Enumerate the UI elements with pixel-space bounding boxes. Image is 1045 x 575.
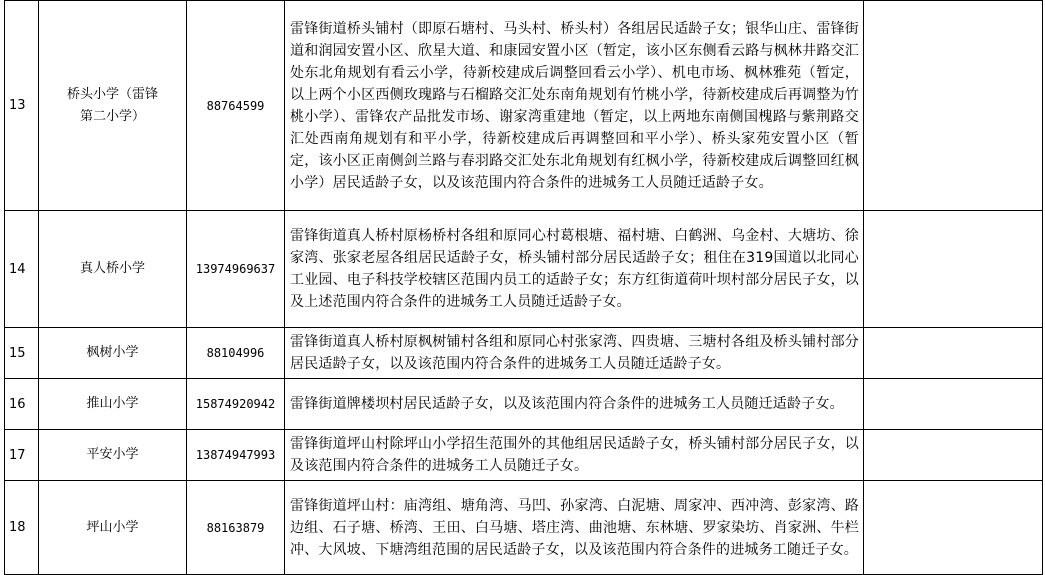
- remarks-cell: [864, 1, 1043, 211]
- enrollment-zone-table: [4, 0, 1043, 575]
- row-number: 15: [5, 328, 39, 379]
- remarks-cell: [864, 379, 1043, 430]
- school-name: 推山小学: [39, 379, 187, 430]
- row-number: 18: [5, 481, 39, 575]
- school-name: 坪山小学: [39, 481, 187, 575]
- school-name: [39, 1, 187, 211]
- enrollment-area: 雷锋街道真人桥村原杨桥村各组和原同心村葛根塘、福村塘、白鹤洲、乌金村、大塘坊、徐家湾、张家老屋各组居民适龄子女，桥头铺村部分居民适龄子女；租住在319国道以北同心工业园、电子科技学校辖区范围内员工的适龄子女；东方红街道荷叶坝村部分居民子女，以及上述范围内符合条件的进城务工人员随迁适龄子女。: [285, 211, 864, 328]
- row-number: 13: [5, 1, 39, 211]
- row-number: 17: [5, 430, 39, 481]
- table-row: [5, 1, 1043, 211]
- contact-phone: 88764599: [187, 1, 285, 211]
- contact-phone: 13974969637: [187, 211, 285, 328]
- remarks-cell: [864, 211, 1043, 328]
- enrollment-area: 雷锋街道牌楼坝村居民适龄子女，以及该范围内符合条件的进城务工人员随迁适龄子女。: [285, 379, 864, 430]
- row-number: 16: [5, 379, 39, 430]
- enrollment-area: 雷锋街道真人桥村原枫树铺村各组和原同心村张家湾、四贵塘、三塘村各组及桥头铺村部分居民适龄子女，以及该范围内符合条件的进城务工人员随迁适龄子女。: [285, 328, 864, 379]
- contact-phone: 13874947993: [187, 430, 285, 481]
- table-row: [5, 430, 1043, 481]
- remarks-cell: [864, 430, 1043, 481]
- table-row: [5, 481, 1043, 575]
- enrollment-area: 雷锋街道坪山村：庙湾组、塘角湾、马凹、孙家湾、白泥塘、周家冲、西冲湾、彭家湾、路边组、石子塘、桥湾、王田、白马塘、塔庄湾、曲池塘、东林塘、罗家染坊、肖家洲、牛栏冲、大风坡、下塘湾组范围的居民适龄子女，以及该范围内符合条件的进城务工随迁子女。: [285, 481, 864, 575]
- school-name: 平安小学: [39, 430, 187, 481]
- table-row: [5, 211, 1043, 328]
- remarks-cell: [864, 481, 1043, 575]
- table-row: [5, 328, 1043, 379]
- contact-phone: 88104996: [187, 328, 285, 379]
- remarks-cell: [864, 328, 1043, 379]
- row-number: 14: [5, 211, 39, 328]
- enrollment-area: 雷锋街道坪山村除坪山小学招生范围外的其他组居民适龄子女，桥头铺村部分居民子女，以及该范围内符合条件的进城务工人员随迁子女。: [285, 430, 864, 481]
- school-name-text: 桥头小学（雷锋第二小学）: [66, 86, 158, 124]
- contact-phone: 15874920942: [187, 379, 285, 430]
- enrollment-area: 雷锋街道桥头铺村（即原石塘村、马头村、桥头村）各组居民适龄子女；银华山庄、雷锋街道和润园安置小区、欣星大道、和康园安置小区（暂定，该小区东侧看云路与枫林井路交汇处东北角规划有看云小学，待新校建成后调整回看云小学）、机电市场、枫林雅苑（暂定，以上两个小区西侧玫瑰路与石榴路交汇处东南角规划有竹桃小学，待新校建成后再调整为竹桃小学）、雷锋农产品批发市场、谢家湾重建地（暂定，以上两地东南侧国槐路与紫荆路交汇处西南角规划有和平小学，待新校建成后再调整回和平小学）、桥头家苑安置小区（暂定，该小区正南侧剑兰路与春羽路交汇处东北角规划有红枫小学，待新校建成后调整回红枫小学）居民适龄子女，以及该范围内符合条件的进城务工人员随迁适龄子女。: [285, 1, 864, 211]
- school-name: 枫树小学: [39, 328, 187, 379]
- table-row: [5, 379, 1043, 430]
- school-name: 真人桥小学: [39, 211, 187, 328]
- contact-phone: 88163879: [187, 481, 285, 575]
